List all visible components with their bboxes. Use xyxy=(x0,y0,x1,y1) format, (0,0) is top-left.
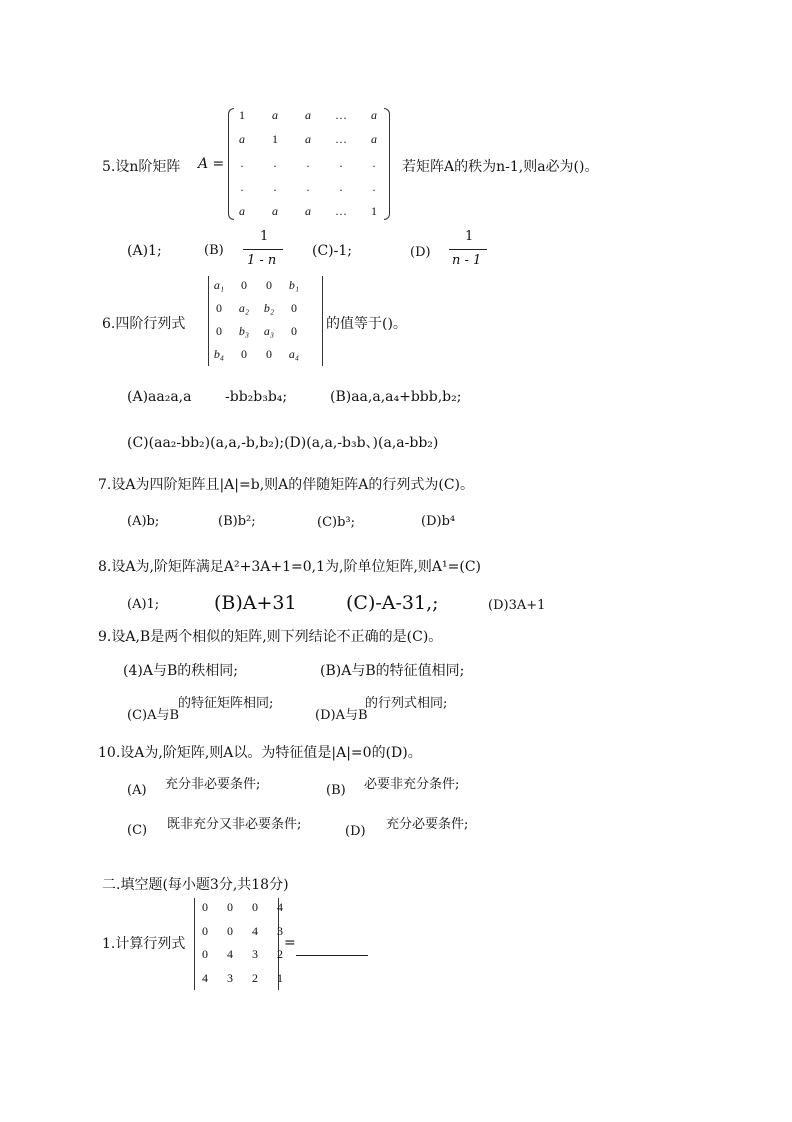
q6-det-cell: 0 xyxy=(241,278,247,292)
s2-q1-det-cell: 0 xyxy=(202,923,208,938)
q6-det-cell: a₂ xyxy=(238,301,250,315)
q9-option-b: (B)A与B的特征值相同; xyxy=(320,663,465,679)
s2-q1-det-cell: 4 xyxy=(277,900,283,914)
q5-matrix-cell: a xyxy=(272,108,278,122)
q9-option-d-text: 的行列式相同; xyxy=(365,696,448,711)
s2-q1-det-cell: 3 xyxy=(227,970,233,985)
q6-det-cell: 0 xyxy=(291,324,297,338)
q10-option-b-text: 必要非充分条件; xyxy=(364,777,460,792)
q5-option-d-numerator: 1 xyxy=(465,229,474,244)
s2-q1-det-cell: 0 xyxy=(227,900,233,914)
q9-option-d-label: (D)A与B xyxy=(315,708,368,723)
q6-det-cell: 0 xyxy=(266,347,272,361)
q6-option-a-part2: -bb₂b₃b₄; xyxy=(225,389,288,405)
q6-det-cell: b₂ xyxy=(263,301,275,315)
q5-matrix-cell: … xyxy=(335,108,347,122)
q6-det-right-bar xyxy=(322,276,323,366)
s2-q1-det-left-bar xyxy=(194,898,195,990)
q6-det-cell: 0 xyxy=(266,278,272,292)
q6-det-cell: 0 xyxy=(241,347,247,361)
q8-option-b: (B)A+31 xyxy=(214,592,297,614)
q5-matrix-cell: 1 xyxy=(239,108,245,122)
q6-det-cell: a₄ xyxy=(288,347,300,361)
q10-option-c-text: 既非充分又非必要条件; xyxy=(167,817,302,832)
q5-matrix-cell: . xyxy=(372,180,376,194)
q10-option-d-text: 充分必要条件; xyxy=(386,817,469,832)
q7-option-d: (D)b⁴ xyxy=(421,514,456,529)
q5-option-b-denominator: 1 - n xyxy=(247,253,277,268)
q5-matrix-cell: a xyxy=(371,132,377,146)
q6-det-cell: b₄ xyxy=(213,347,225,361)
s2-q1-det-cell: 4 xyxy=(252,923,258,938)
q5-prefix: 5.设n阶矩阵 xyxy=(102,159,181,175)
q10-option-b-label: (B) xyxy=(326,783,346,798)
q10-option-a-label: (A) xyxy=(127,783,147,798)
q5-matrix-cell: a xyxy=(371,108,377,122)
q8-stem: 8.设A为,阶矩阵满足A²+3A+1=0,1为,阶单位矩阵,则A¹=(C) xyxy=(98,559,482,575)
q5-matrix-cell: a xyxy=(272,204,278,218)
s2-q1-det-cell: 3 xyxy=(252,947,258,961)
q5-option-c: (C)-1; xyxy=(312,243,352,259)
s2-q1-det-cell: 0 xyxy=(202,947,208,961)
q9-option-c-text: 的特征矩阵相同; xyxy=(178,696,274,711)
q6-det-cell: a₁ xyxy=(213,278,225,292)
q10-option-d-label: (D) xyxy=(345,824,366,839)
q6-suffix: 的值等于()。 xyxy=(326,316,407,332)
q5-matrix-cell: a xyxy=(239,132,245,146)
q10-stem: 10.设A为,阶矩阵,则A以。为特征值是|A|=0的(D)。 xyxy=(98,745,422,761)
q8-option-c: (C)-A-31,; xyxy=(346,592,439,614)
s2-q1-det-cell: 0 xyxy=(252,900,258,914)
q5-suffix: 若矩阵A的秩为n-1,则a必为()。 xyxy=(402,159,599,175)
q5-matrix-cell: . xyxy=(240,180,244,194)
q7-option-c: (C)b³; xyxy=(317,515,356,530)
q5-matrix-cell: a xyxy=(305,132,311,146)
q5-matrix-cell: … xyxy=(335,204,347,218)
q5-matrix-cell: a xyxy=(239,204,245,218)
q5-matrix-right-bracket xyxy=(384,108,390,220)
q5-matrix-cell: . xyxy=(339,156,343,170)
s2-q1-det-cell: 2 xyxy=(277,947,283,961)
q5-matrix-cell: . xyxy=(306,180,310,194)
q5-option-d-label: (D) xyxy=(410,245,431,260)
s2-q1-det-cell: 0 xyxy=(202,900,208,914)
s2-q1-det-cell: 4 xyxy=(202,970,208,985)
q5-matrix-cell: . xyxy=(372,156,376,170)
q6-det-cell: 0 xyxy=(291,301,297,315)
q5-matrix-cell: . xyxy=(240,156,244,170)
q5-matrix-cell: 1 xyxy=(371,204,377,218)
q5-option-b-numerator: 1 xyxy=(260,229,269,244)
s2-q1-det-cell: 2 xyxy=(252,970,258,985)
q10-option-a-text: 充分非必要条件; xyxy=(165,777,261,792)
q7-option-a: (A)b; xyxy=(127,514,160,529)
q7-option-b: (B)b²; xyxy=(218,514,256,529)
q7-stem: 7.设A为四阶矩阵且|A|=b,则A的伴随矩阵A的行列式为(C)。 xyxy=(98,477,475,493)
q5-matrix-cell: . xyxy=(339,180,343,194)
q8-option-a: (A)1; xyxy=(127,597,160,612)
q9-option-c-label: (C)A与B xyxy=(127,708,180,723)
q5-option-d-denominator: n - 1 xyxy=(452,253,482,268)
q5-option-d-fraction-bar xyxy=(449,249,487,250)
q6-det-left-bar xyxy=(208,276,209,366)
q6-prefix: 6.四阶行列式 xyxy=(102,316,186,332)
q6-option-c-d: (C)(aa₂-bb₂)(a,a,-b,b₂);(D)(a,a,-b₃b、)(a,a-bb₂) xyxy=(127,435,439,451)
q5-matrix-cell: . xyxy=(306,156,310,170)
q5-matrix-cell: a xyxy=(305,204,311,218)
s2-q1-answer-blank[interactable] xyxy=(296,955,368,956)
q5-option-b-fraction-bar xyxy=(243,249,283,250)
q9-stem: 9.设A,B是两个相似的矩阵,则下列结论不正确的是(C)。 xyxy=(98,629,443,645)
q5-matrix-cell: 1 xyxy=(272,132,278,146)
s2-q1-det-cell: 4 xyxy=(227,947,233,961)
q8-option-d: (D)3A+1 xyxy=(488,598,546,613)
q6-det-cell: b₃ xyxy=(238,324,250,338)
q5-matrix-cell: … xyxy=(335,132,347,146)
s2-q1-det-cell: 1 xyxy=(277,970,283,985)
s2-q1-equals: = xyxy=(284,935,296,951)
s2-q1-det-cell: 3 xyxy=(277,923,283,938)
q5-matrix-label: A = xyxy=(198,156,225,172)
q10-option-c-label: (C) xyxy=(127,823,148,838)
q6-det-cell: a₃ xyxy=(263,324,275,338)
s2-q1-prefix: 1.计算行列式 xyxy=(102,936,186,952)
s2-q1-det-cell: 0 xyxy=(227,923,233,938)
q6-option-a-part1: (A)aa₂a,a xyxy=(127,389,192,405)
q5-matrix-cell: a xyxy=(305,108,311,122)
section-2-heading: 二.填空题(每小题3分,共18分) xyxy=(102,877,289,893)
q9-option-a: (4)A与B的秩相同; xyxy=(123,663,238,679)
q6-det-cell: 0 xyxy=(216,301,222,315)
q6-det-cell: 0 xyxy=(216,324,222,338)
q6-det-cell: b₁ xyxy=(288,278,300,292)
q6-option-b: (B)aa,a,a₄+bbb,b₂; xyxy=(330,389,462,405)
q5-matrix-cell: . xyxy=(273,156,277,170)
q5-option-a: (A)1; xyxy=(127,243,162,259)
q5-matrix-cell: . xyxy=(273,180,277,194)
q5-option-b-label: (B) xyxy=(204,243,224,258)
